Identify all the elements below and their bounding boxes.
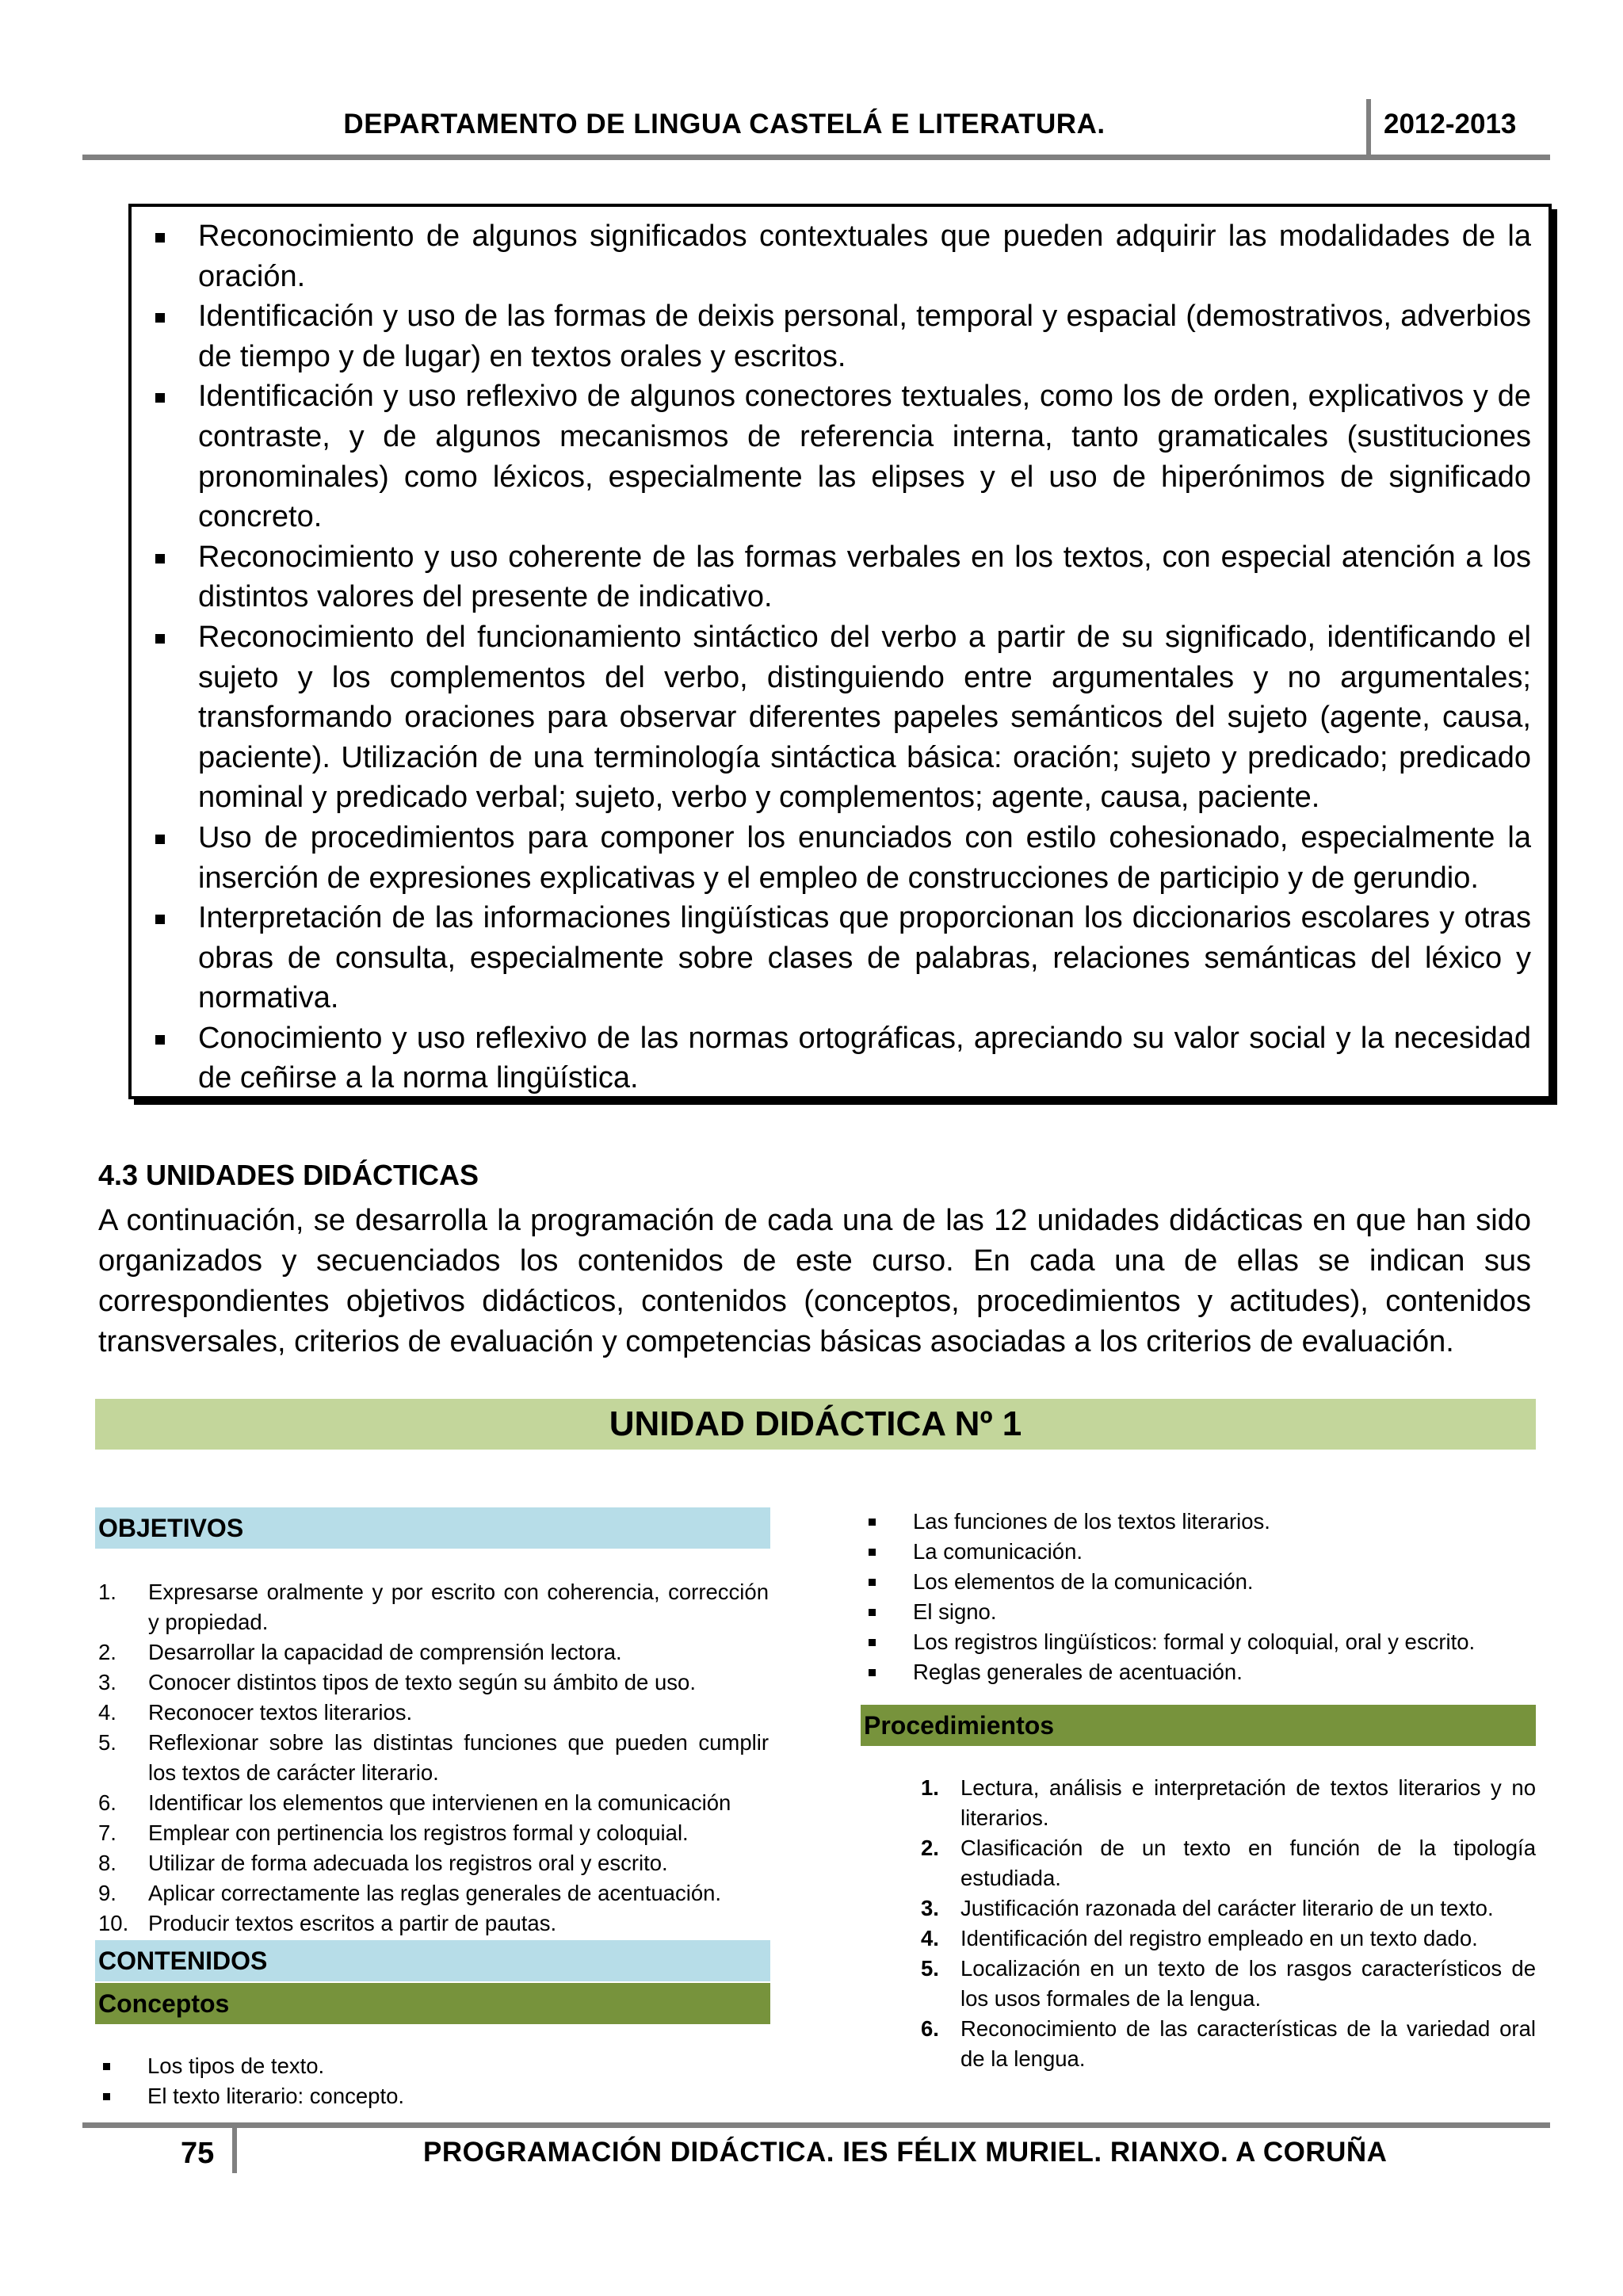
- square-bullet-icon: [155, 1035, 165, 1045]
- list-item: Identificación y uso reflexivo de algunos conectores textuales, como los de orden, explicativos y de contraste, y de algunos mecanismos de referencia interna, tanto gramaticales (sustituciones pronominales) como léxicos, especialmente las elipses y el uso de hiperónimos de significado concreto.: [149, 376, 1531, 537]
- square-bullet-icon: [869, 1669, 876, 1676]
- conceptos-list-right: [864, 1507, 1537, 1687]
- square-bullet-icon: [155, 393, 165, 403]
- list-item: Reconocimiento del funcionamiento sintáctico del verbo a partir de su significado, identificando el sujeto y los complementos del verbo, distinguiendo entre argumentales y no argumentales; transformando oraciones para observar diferentes papeles semánticos del sujeto (agente, causa, paciente). Utilización de una terminología sintáctica básica: oración; sujeto y predicado; predicado nominal y predicado verbal; sujeto, verbo y complementos; agente, causa, paciente.: [149, 617, 1531, 818]
- list-item: Los tipos de texto.: [98, 2051, 769, 2081]
- section-paragraph: A continuación, se desarrolla la programación de cada una de las 12 unidades didácticas en que han sido organizados y secuenciados los contenidos de este curso. En cada una de ellas se indican sus correspondientes objetivos didácticos, contenidos (conceptos, procedimientos y actitudes), contenidos transversales, criterios de evaluación y competencias básicas asociadas a los criterios de evaluación.: [98, 1204, 1531, 1358]
- square-bullet-icon: [869, 1609, 876, 1616]
- list-item: 5. Localización en un texto de los rasgos característicos de los usos formales de la lengua.: [921, 1956, 1536, 2011]
- page-header: [82, 99, 1550, 161]
- procedimientos-heading: Procedimientos: [861, 1705, 1536, 1746]
- header-title: DEPARTAMENTO DE LINGUA CASTELÁ E LITERATURA.: [343, 109, 1106, 139]
- list-item: Identificación y uso de las formas de deixis personal, temporal y espacial (demostrativos, adverbios de tiempo y de lugar) en textos orales y escritos.: [149, 296, 1531, 376]
- list-item: 4. Reconocer textos literarios.: [98, 1700, 413, 1725]
- list-item: 10. Producir textos escritos a partir de pautas.: [98, 1911, 557, 1935]
- list-item: 4. Identificación del registro empleado en un texto dado.: [921, 1926, 1478, 1950]
- square-bullet-icon: [155, 554, 165, 563]
- list-item: 6. Reconocimiento de las características de la variedad oral de la lengua.: [921, 2016, 1536, 2071]
- square-bullet-icon: [155, 915, 165, 924]
- square-bullet-icon: [869, 1549, 876, 1556]
- list-item: 1. Lectura, análisis e interpretación de textos literarios y no literarios.: [921, 1775, 1536, 1830]
- footer-rule: [82, 2122, 1550, 2128]
- square-bullet-icon: [155, 634, 165, 644]
- unit-title: UNIDAD DIDÁCTICA Nº 1: [95, 1399, 1536, 1450]
- square-bullet-icon: [155, 233, 165, 243]
- list-item: 7. Emplear con pertinencia los registros formal y coloquial.: [98, 1820, 689, 1845]
- list-item: Reconocimiento de algunos significados contextuales que pueden adquirir las modalidades de la oración.: [149, 216, 1531, 296]
- square-bullet-icon: [869, 1579, 876, 1586]
- list-item: El signo.: [864, 1597, 1537, 1627]
- header-year: 2012-2013: [1384, 109, 1517, 139]
- list-item: Uso de procedimientos para componer los enunciados con estilo cohesionado, especialmente la inserción de expresiones explicativas y el empleo de construcciones de participio y de gerundio.: [149, 818, 1531, 898]
- list-item: Las funciones de los textos literarios.: [864, 1507, 1537, 1537]
- list-item: 6. Identificar los elementos que intervienen en la comunicación: [98, 1790, 731, 1815]
- list-item: 5. Reflexionar sobre las distintas funciones que pueden cumplir los textos de carácter literario.: [98, 1730, 769, 1785]
- contents-box: [128, 204, 1552, 1099]
- conceptos-heading: Conceptos: [95, 1983, 770, 2024]
- list-item: 2. Desarrollar la capacidad de comprensión lectora.: [98, 1640, 622, 1664]
- square-bullet-icon: [869, 1519, 876, 1526]
- objetivos-list: [98, 1577, 769, 1939]
- square-bullet-icon: [103, 2063, 110, 2070]
- contenidos-heading: CONTENIDOS: [95, 1940, 770, 1981]
- list-item: Interpretación de las informaciones lingüísticas que proporcionan los diccionarios escolares y otras obras de consulta, especialmente sobre clases de palabras, relaciones semánticas del léxico y normativa.: [149, 898, 1531, 1018]
- objetivos-heading: OBJETIVOS: [95, 1507, 770, 1549]
- header-divider: [1366, 99, 1371, 159]
- list-item: 3. Conocer distintos tipos de texto según su ámbito de uso.: [98, 1670, 696, 1694]
- page-number: 75: [181, 2137, 215, 2170]
- list-item: 8. Utilizar de forma adecuada los registros oral y escrito.: [98, 1851, 668, 1875]
- list-item: 9. Aplicar correctamente las reglas generales de acentuación.: [98, 1881, 722, 1905]
- square-bullet-icon: [155, 313, 165, 323]
- list-item: Reconocimiento y uso coherente de las formas verbales en los textos, con especial atención a los distintos valores del presente de indicativo.: [149, 537, 1531, 617]
- list-item: 1. Expresarse oralmente y por escrito con coherencia, corrección y propiedad.: [98, 1580, 769, 1634]
- conceptos-list-left: [98, 2051, 769, 2111]
- square-bullet-icon: [155, 835, 165, 844]
- list-item: 2. Clasificación de un texto en función de la tipología estudiada.: [921, 1836, 1536, 1890]
- list-item: Reglas generales de acentuación.: [864, 1657, 1537, 1687]
- list-item: La comunicación.: [864, 1537, 1537, 1567]
- footer-text: PROGRAMACIÓN DIDÁCTICA. IES FÉLIX MURIEL. RIANXO. A CORUÑA: [423, 2137, 1388, 2168]
- contents-list: [149, 216, 1531, 1098]
- list-item: 3. Justificación razonada del carácter literario de un texto.: [921, 1896, 1494, 1920]
- list-item: Los registros lingüísticos: formal y coloquial, oral y escrito.: [864, 1627, 1537, 1657]
- square-bullet-icon: [103, 2093, 110, 2100]
- footer-divider: [232, 2127, 237, 2173]
- list-item: Conocimiento y uso reflexivo de las normas ortográficas, apreciando su valor social y la necesidad de ceñirse a la norma lingüística.: [149, 1018, 1531, 1098]
- square-bullet-icon: [869, 1639, 876, 1646]
- list-item: El texto literario: concepto.: [98, 2081, 769, 2111]
- procedimientos-list: [918, 1773, 1536, 2074]
- section-title: 4.3 UNIDADES DIDÁCTICAS: [98, 1159, 479, 1191]
- list-item: Los elementos de la comunicación.: [864, 1567, 1537, 1597]
- header-rule: [82, 155, 1550, 160]
